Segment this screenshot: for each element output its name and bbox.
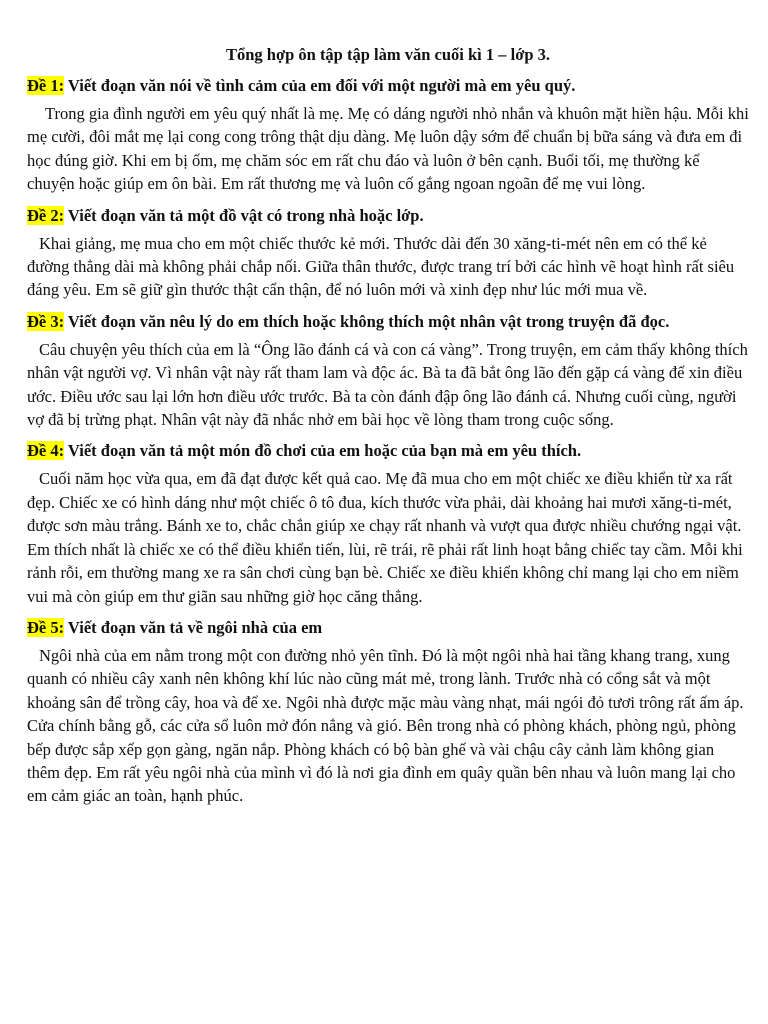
section-1-prompt: Viết đoạn văn nói về tình cảm của em đối với một người mà em yêu quý. — [64, 76, 576, 95]
section-2-prompt: Viết đoạn văn tả một đồ vật có trong nhà hoặc lớp. — [64, 205, 424, 225]
section-4-prompt: Viết đoạn văn tả một món đồ chơi của em hoặc của bạn mà em yêu thích. — [64, 441, 582, 461]
section-5-paragraph: Ngôi nhà của em nằm trong một con đường nhỏ yên tĩnh. Đó là một ngôi nhà hai tầng khang trang, xung quanh có nhiều cây xanh nên không khí lúc nào cũng mát mẻ, trong lành. Trước nhà có cổng sắt và một khoảng sân để trồng cây, hoa và để xe. Ngôi nhà được mặc màu vàng nhạt, mái ngói đỏ tươi trông rất ấm áp. Cửa chính bằng gỗ, các cửa sổ luôn mở đón nắng và gió. Bên trong nhà có phòng khách, phòng ngủ, phòng bếp được sắp xếp gọn gàng, ngăn nắp. Phòng khách có bộ bàn ghế và vài chậu cây cảnh làm không gian thêm đẹp. Em rất yêu ngôi nhà của mình vì đó là nơi gia đình em quây quần bên nhau và luôn mang lại cho em cảm giác an toàn, hạnh phúc. — [27, 645, 744, 806]
section-4-heading — [27, 440, 749, 462]
section-4-paragraph: Cuối năm học vừa qua, em đã đạt được kết quả cao. Mẹ đã mua cho em một chiếc xe điều khiển từ xa rất đẹp. Chiếc xe có hình dáng như một chiếc ô tô đua, kích thước vừa phải, dài khoảng hai mươi xăng-ti-mét, được sơn màu trắng. Bánh xe to, chắc chắn giúp xe chạy rất nhanh và vượt qua được nhiều chướng ngại vật. Em thích nhất là chiếc xe có thể điều khiển tiến, lùi, rẽ trái, rẽ phải rất linh hoạt bằng chiếc tay cầm. Mỗi khi rảnh rỗi, em thường mang xe ra sân chơi cùng bạn bè. Chiếc xe điều khiển không chỉ mang lại cho em niềm vui mà còn giúp em thư giãn sau những giờ học căng thẳng. — [27, 469, 743, 606]
document-page — [27, 44, 749, 817]
section-2-paragraph: Khai giảng, mẹ mua cho em một chiếc thước kẻ mới. Thước dài đến 30 xăng-ti-mét nên em có thể kẻ đường thẳng dài mà không phải chắp nối. Giữa thân thước, được trang trí bởi các hình vẽ hoạt hình rất siêu đáng yêu. Em sẽ giữ gìn thước thật cẩn thận, để nó luôn mới và xinh đẹp như lúc mới mua về. — [27, 233, 735, 300]
section-3-label: Đề 3: — [27, 311, 65, 331]
section-1-paragraph: Trong gia đình người em yêu quý nhất là mẹ. Mẹ có dáng người nhỏ nhắn và khuôn mặt hiền hậu. Mỗi khi mẹ cười, đôi mắt mẹ lại cong cong trông thật dịu dàng. Mẹ luôn dậy sớm để chuẩn bị bữa sáng và đưa em đi học đúng giờ. Khi em bị ốm, mẹ chăm sóc em rất chu đáo và luôn ở bên cạnh. Buổi tối, mẹ thường kể chuyện hoặc giúp em ôn bài. Em rất thương mẹ và luôn cố gắng ngoan ngoãn để mẹ vui lòng. — [27, 104, 749, 194]
section-1-label: Đề 1: — [27, 76, 65, 95]
section-2-heading — [27, 205, 749, 227]
section-3-prompt: Viết đoạn văn nêu lý do em thích hoặc không thích một nhân vật trong truyện đã đọc. — [64, 311, 670, 331]
section-4-label: Đề 4: — [27, 441, 65, 461]
section-2-label: Đề 2: — [27, 205, 65, 225]
section-3-paragraph: Câu chuyện yêu thích của em là “Ông lão đánh cá và con cá vàng”. Trong truyện, em cảm thấy không thích nhân vật người vợ. Vì nhân vật này rất tham lam và độc ác. Bà ta đã bắt ông lão đến gặp cá vàng để xin điều ước. Điều ước sau lại lớn hơn điều ước trước. Bà ta còn đánh đập ông lão đánh cá. Nhưng cuối cùng, người vợ đã bị trừng phạt. Nhân vật này đã nhắc nhở em bài học về lòng tham trong cuộc sống. — [27, 339, 748, 430]
section-5-label: Đề 5: — [27, 617, 65, 637]
section-1-heading — [27, 75, 749, 97]
document-title: Tổng hợp ôn tập tập làm văn cuối kì 1 – lớp 3. — [225, 45, 551, 64]
section-3-heading — [27, 311, 749, 333]
section-5-heading — [27, 617, 749, 639]
section-5-prompt: Viết đoạn văn tả về ngôi nhà của em — [64, 617, 323, 637]
